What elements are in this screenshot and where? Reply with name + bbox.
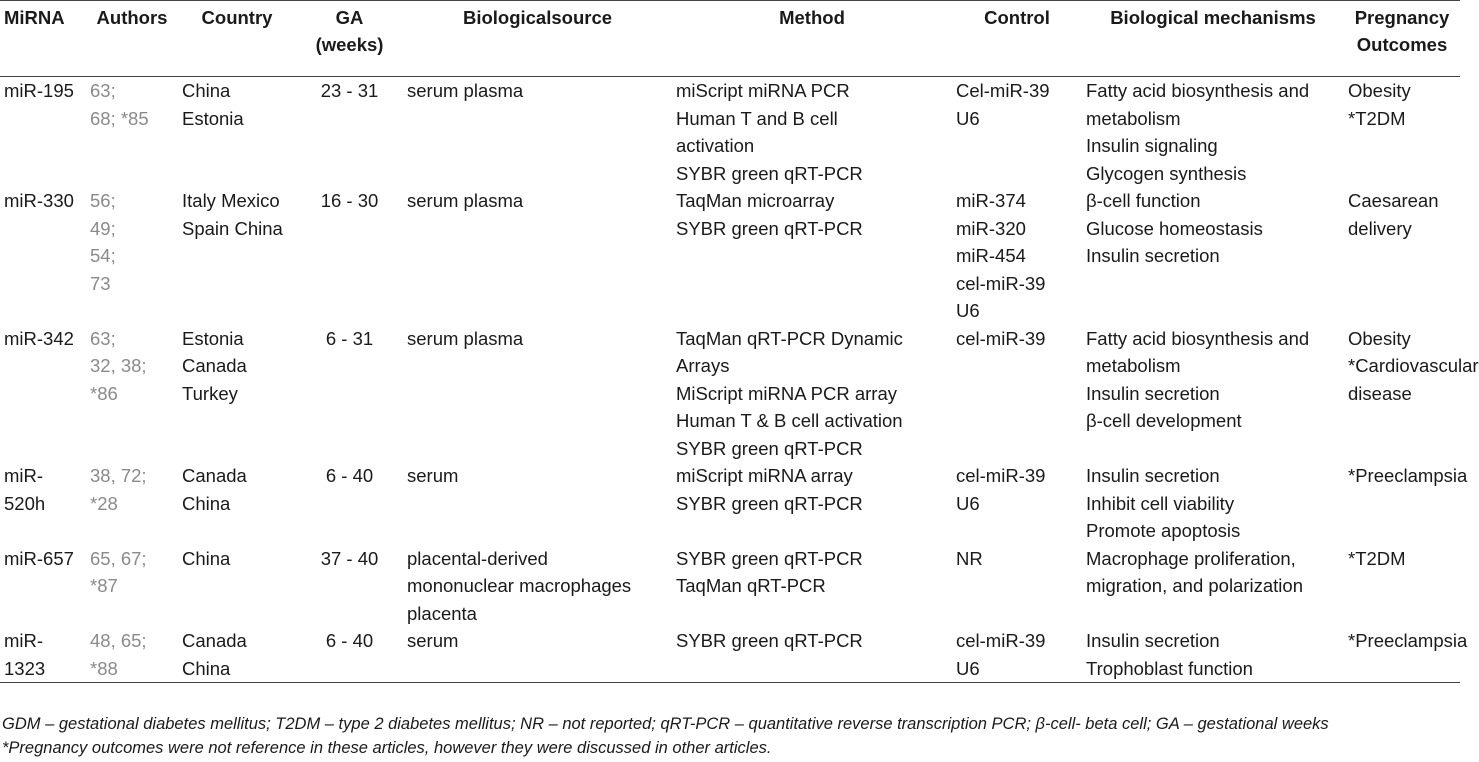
cell-method-line: SYBR green qRT-PCR	[676, 492, 863, 514]
cell-source-line: serum	[407, 465, 459, 486]
cell-mirna-line: miR-	[4, 465, 44, 486]
cell-country-line: Canada	[182, 355, 247, 376]
cell-control	[952, 545, 1082, 628]
cell-country	[178, 462, 296, 545]
cell-mechanisms	[1082, 462, 1344, 545]
table-row	[0, 187, 1460, 325]
cell-mechanisms-line: Inhibit cell viability	[1086, 492, 1235, 514]
cell-country-line: China	[182, 492, 231, 514]
cell-control	[952, 627, 1082, 683]
cell-method-line: MiScript miRNA PCR array	[676, 382, 897, 404]
cell-method-line: SYBR green qRT-PCR	[676, 630, 863, 651]
cell-mechanisms-line: Insulin signaling	[1086, 135, 1218, 156]
cell-outcomes	[1344, 545, 1460, 628]
cell-method-line: miScript miRNA PCR	[676, 80, 850, 101]
cell-mechanisms-line: Insulin secretion	[1086, 630, 1220, 651]
cell-mechanisms	[1082, 77, 1344, 188]
cell-mirna-line: miR-657	[4, 547, 74, 569]
cell-control-line: cel-miR-39	[956, 327, 1046, 349]
cell-authors-line: 73	[90, 272, 111, 294]
cell-country	[178, 325, 296, 463]
cell-control-line: miR-320	[956, 217, 1026, 239]
cell-mirna-line: miR-195	[4, 80, 74, 101]
cell-outcomes-line: *T2DM	[1348, 107, 1406, 129]
cell-authors	[86, 77, 178, 188]
cell-mirna-line: miR-330	[4, 190, 74, 211]
cell-method-line: TaqMan microarray	[676, 190, 835, 211]
cell-mirna	[0, 77, 86, 188]
cell-method-line: Human T & B cell activation	[676, 410, 903, 431]
cell-authors-line: *28	[90, 492, 118, 514]
cell-mechanisms-line: Insulin secretion	[1086, 245, 1220, 266]
cell-control-line: miR-374	[956, 190, 1026, 211]
cell-mechanisms	[1082, 545, 1344, 628]
cell-source	[403, 462, 672, 545]
cell-source	[403, 325, 672, 463]
cell-method-line: activation	[676, 135, 755, 156]
cell-outcomes	[1344, 187, 1460, 325]
cell-mechanisms-line: Trophoblast function	[1086, 657, 1253, 679]
cell-outcomes-line: Obesity	[1348, 80, 1411, 101]
header-method: Method	[672, 1, 952, 77]
cell-country	[178, 77, 296, 188]
cell-outcomes-line: *T2DM	[1348, 547, 1406, 569]
cell-control-line: cel-miR-39	[956, 272, 1046, 294]
cell-control-line: miR-454	[956, 245, 1026, 266]
cell-country-line: Spain China	[182, 217, 283, 239]
table-row	[0, 545, 1460, 628]
cell-country-line: China	[182, 657, 231, 679]
cell-authors	[86, 462, 178, 545]
footnote-outcomes: *Pregnancy outcomes were not reference in these articles, however they were discussed in other articles.	[2, 739, 772, 757]
cell-method-line: SYBR green qRT-PCR	[676, 162, 863, 184]
cell-outcomes-line: *Preeclampsia	[1348, 465, 1468, 486]
cell-authors-line: 48, 65;	[90, 630, 147, 651]
cell-control-line: U6	[956, 107, 980, 129]
cell-source-line: serum plasma	[407, 190, 524, 211]
cell-country	[178, 627, 296, 683]
cell-control-line: cel-miR-39	[956, 630, 1046, 651]
cell-ga: 6 - 31	[325, 327, 374, 349]
cell-mirna-line: miR-342	[4, 327, 74, 349]
cell-mirna-line: miR-	[4, 630, 44, 651]
cell-control-line: U6	[956, 300, 980, 321]
cell-country-line: China	[182, 80, 231, 101]
cell-outcomes	[1344, 627, 1468, 683]
cell-mechanisms-line: Fatty acid biosynthesis and	[1086, 80, 1310, 101]
cell-source	[403, 545, 672, 628]
cell-mechanisms	[1082, 187, 1344, 325]
cell-authors-line: 49;	[90, 217, 116, 239]
cell-mechanisms-line: Insulin secretion	[1086, 382, 1220, 404]
cell-method-line: SYBR green qRT-PCR	[676, 217, 863, 239]
cell-authors-line: 63;	[90, 327, 116, 349]
cell-ga: 6 - 40	[325, 465, 374, 486]
header-source: Biologicalsource	[403, 1, 672, 77]
cell-outcomes-line: delivery	[1348, 217, 1412, 239]
cell-authors-line: 65, 67;	[90, 547, 147, 569]
cell-control	[952, 77, 1082, 188]
cell-authors	[86, 325, 178, 463]
cell-mechanisms	[1082, 627, 1344, 683]
header-mirna: MiRNA	[0, 1, 86, 77]
cell-method	[672, 462, 952, 545]
cell-control-line: U6	[956, 657, 980, 679]
cell-outcomes	[1344, 325, 1479, 463]
cell-country-line: Canada	[182, 630, 247, 651]
cell-method-line: Human T and B cell	[676, 107, 838, 129]
cell-authors-line: *88	[90, 657, 118, 679]
footnote-abbreviations: GDM – gestational diabetes mellitus; T2DM – type 2 diabetes mellitus; NR – not reported; qRT-PCR – quantitative reverse transcription PCR; β-cell- beta cell; GA – gestational weeks	[2, 715, 1329, 733]
header-control: Control	[952, 1, 1082, 77]
header-country: Country	[178, 1, 296, 77]
cell-method-line: SYBR green qRT-PCR	[676, 437, 863, 459]
cell-authors-line: 54;	[90, 245, 116, 266]
cell-source-line: serum plasma	[407, 80, 524, 101]
cell-source-line: serum plasma	[407, 327, 524, 349]
cell-method-line: SYBR green qRT-PCR	[676, 547, 863, 569]
header-mechanisms: Biological mechanisms	[1082, 1, 1344, 77]
table-row	[0, 325, 1460, 463]
cell-authors	[86, 627, 178, 683]
cell-ga: 16 - 30	[320, 190, 379, 211]
cell-mechanisms-line: β-cell function	[1086, 190, 1201, 211]
cell-method	[672, 187, 952, 325]
header-authors: Authors	[86, 1, 178, 77]
cell-method	[672, 545, 952, 628]
cell-mechanisms-line: Promote apoptosis	[1086, 520, 1241, 541]
cell-method	[672, 325, 952, 463]
header-outcomes: Pregnancy Outcomes	[1344, 1, 1460, 77]
cell-control-line: Cel-miR-39	[956, 80, 1050, 101]
cell-authors-line: 68; *85	[90, 107, 149, 129]
cell-method-line: miScript miRNA array	[676, 465, 853, 486]
cell-method-line: Arrays	[676, 355, 730, 376]
header-ga: GA (weeks)	[296, 1, 403, 77]
table-row	[0, 627, 1460, 683]
cell-mechanisms-line: Insulin secretion	[1086, 465, 1220, 486]
cell-country-line: Estonia	[182, 107, 244, 129]
table-row	[0, 462, 1460, 545]
cell-authors-line: 32, 38;	[90, 355, 147, 376]
cell-country-line: China	[182, 547, 231, 569]
cell-authors-line: 63;	[90, 80, 116, 101]
table-body	[0, 77, 1479, 683]
cell-mechanisms-line: Glucose homeostasis	[1086, 217, 1263, 239]
cell-authors-line: *87	[90, 575, 118, 596]
cell-ga: 37 - 40	[320, 547, 379, 569]
cell-method	[672, 627, 952, 683]
cell-source-line: serum	[407, 630, 459, 651]
cell-control-line: U6	[956, 492, 980, 514]
cell-country	[178, 545, 296, 628]
cell-mirna	[0, 545, 86, 628]
cell-mirna	[0, 325, 86, 463]
cell-authors	[86, 187, 178, 325]
cell-country-line: Estonia	[182, 327, 244, 349]
cell-mechanisms-line: metabolism	[1086, 107, 1181, 129]
cell-control	[952, 462, 1082, 545]
cell-source-line: mononuclear macrophages	[407, 575, 632, 596]
cell-mechanisms	[1082, 325, 1344, 463]
cell-outcomes-line: Obesity	[1348, 327, 1411, 349]
cell-control	[952, 187, 1082, 325]
cell-mechanisms-line: Glycogen synthesis	[1086, 162, 1247, 184]
cell-mirna	[0, 627, 86, 683]
cell-country-line: Canada	[182, 465, 247, 486]
cell-source	[403, 187, 672, 325]
cell-control-line: cel-miR-39	[956, 465, 1046, 486]
cell-mechanisms-line: β-cell development	[1086, 410, 1242, 431]
cell-country-line: Turkey	[182, 382, 238, 404]
cell-outcomes	[1344, 77, 1460, 188]
cell-mechanisms-line: metabolism	[1086, 355, 1181, 376]
cell-method-line: TaqMan qRT-PCR	[676, 575, 826, 596]
cell-method	[672, 77, 952, 188]
cell-mechanisms-line: Macrophage proliferation,	[1086, 547, 1296, 569]
cell-authors	[86, 545, 178, 628]
cell-outcomes-line: *Cardiovascular	[1348, 355, 1479, 376]
cell-outcomes-line: Caesarean	[1348, 190, 1439, 211]
table-footnotes	[2, 712, 1329, 760]
cell-source-line: placenta	[407, 602, 477, 624]
cell-mechanisms-line: Fatty acid biosynthesis and	[1086, 327, 1310, 349]
cell-control	[952, 325, 1082, 463]
cell-country	[178, 187, 296, 325]
cell-control-line: NR	[956, 547, 983, 569]
cell-source	[403, 627, 672, 683]
cell-method-line: TaqMan qRT-PCR Dynamic	[676, 327, 903, 349]
cell-source-line: placental-derived	[407, 547, 548, 569]
cell-outcomes-line: disease	[1348, 382, 1412, 404]
cell-outcomes-line: *Preeclampsia	[1348, 630, 1468, 651]
cell-authors-line: 38, 72;	[90, 465, 147, 486]
cell-ga: 23 - 31	[320, 80, 379, 101]
cell-mirna-line: 1323	[4, 657, 46, 679]
cell-authors-line: *86	[90, 382, 118, 404]
cell-source	[403, 77, 672, 188]
cell-ga: 6 - 40	[296, 627, 403, 683]
header-row	[0, 1, 1460, 77]
cell-mirna-line: 520h	[4, 492, 46, 514]
cell-mirna	[0, 187, 86, 325]
cell-mirna	[0, 462, 86, 545]
cell-authors-line: 56;	[90, 190, 116, 211]
cell-mechanisms-line: migration, and polarization	[1086, 575, 1303, 596]
cell-country-line: Italy Mexico	[182, 190, 280, 211]
cell-outcomes	[1344, 462, 1468, 545]
table-row	[0, 77, 1460, 188]
